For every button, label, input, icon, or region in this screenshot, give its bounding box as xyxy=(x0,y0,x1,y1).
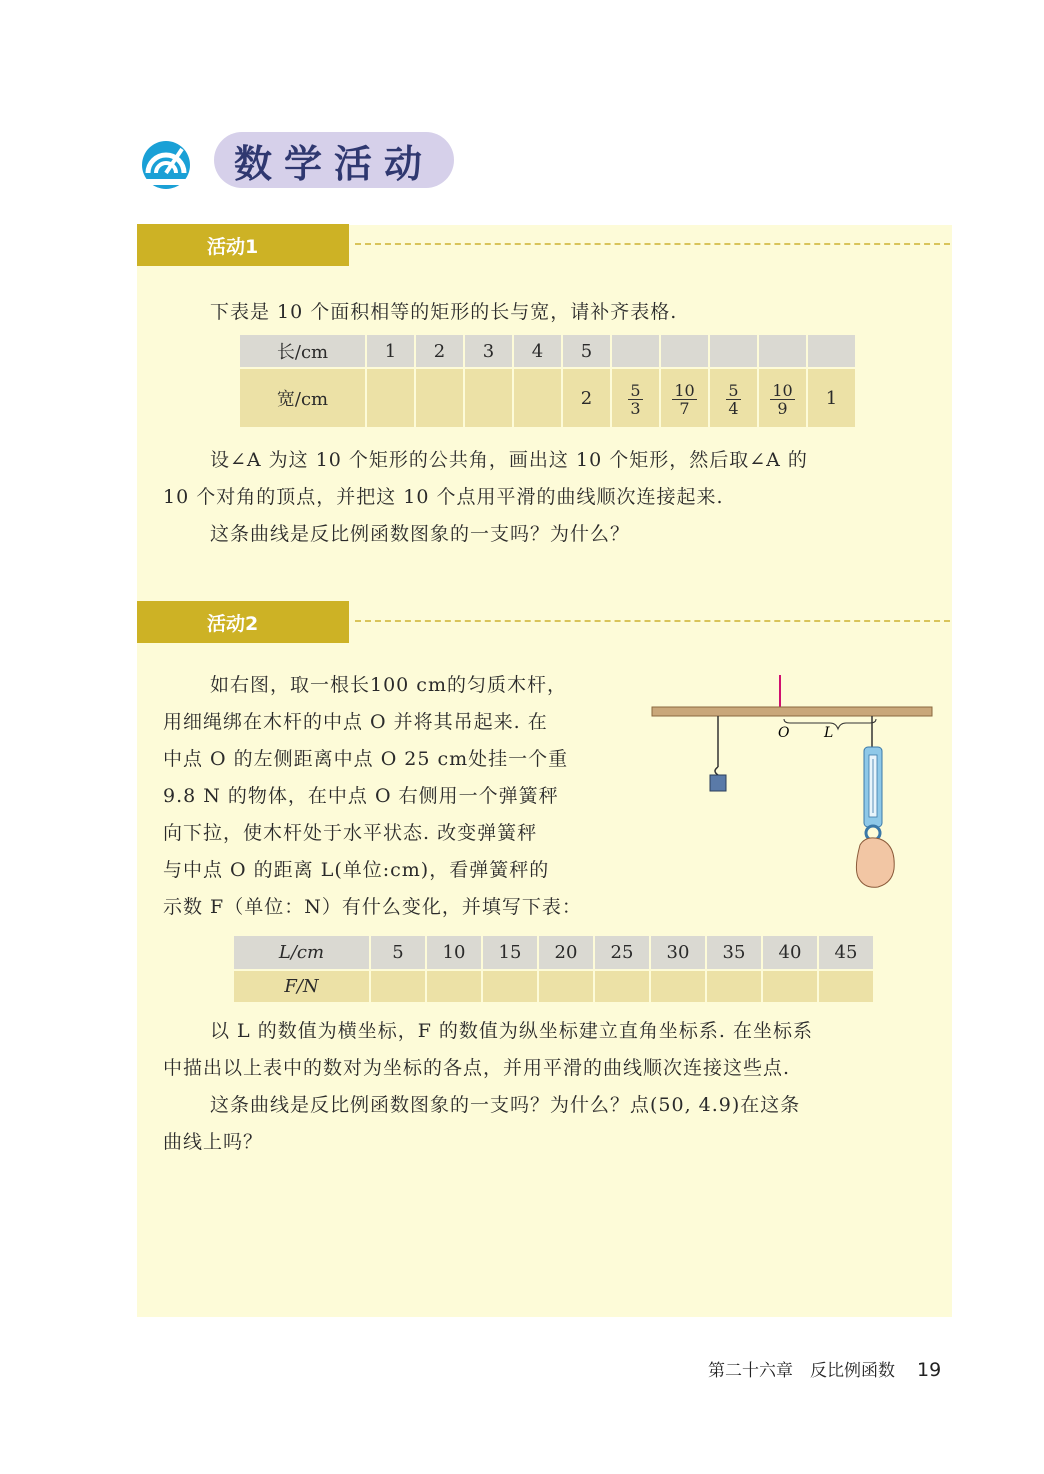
table-row xyxy=(239,334,856,368)
activity2-table xyxy=(232,934,875,1004)
weight-block xyxy=(710,775,726,791)
table-cell xyxy=(762,970,818,1003)
fraction xyxy=(770,382,794,417)
label-o: O xyxy=(778,725,790,741)
table-cell: 25 xyxy=(594,935,650,970)
chapter-label: 第二十六章 反比例函数 xyxy=(708,1361,895,1381)
label-l: L xyxy=(824,725,834,741)
table-cell: 15 xyxy=(482,935,538,970)
fraction-denominator: 9 xyxy=(777,398,788,418)
table-cell xyxy=(758,334,807,368)
activity2-line: 与中点 O 的距离 L(单位:cm)，看弹簧秤的 xyxy=(163,859,550,881)
row-header-cell: F/N xyxy=(233,970,370,1003)
table-cell xyxy=(538,970,594,1003)
row-header-cell: 长/cm xyxy=(239,334,366,368)
table-cell xyxy=(415,368,464,428)
activity2-divider xyxy=(355,620,950,622)
activity2-para1-line2: 中描出以上表中的数对为坐标的各点，并用平滑的曲线顺次连接这些点. xyxy=(163,1057,791,1079)
table-cell xyxy=(370,970,426,1003)
table-cell xyxy=(366,368,415,428)
weight-hook xyxy=(715,767,718,775)
table-cell: 30 xyxy=(650,935,706,970)
row-header-cell: 宽/cm xyxy=(239,368,366,428)
table-row xyxy=(239,368,856,428)
table-cell xyxy=(706,970,762,1003)
activity1-divider xyxy=(355,243,950,245)
fraction-cell xyxy=(660,368,709,428)
table-cell: 2 xyxy=(562,368,611,428)
table-cell: 2 xyxy=(415,334,464,368)
hand-icon xyxy=(856,838,894,887)
table-cell xyxy=(611,334,660,368)
table-cell: 40 xyxy=(762,935,818,970)
table-cell xyxy=(513,368,562,428)
fraction xyxy=(726,382,740,417)
activity2-para2-line1: 这条曲线是反比例函数图象的一支吗？为什么？点(50, 4.9)在这条 xyxy=(210,1094,801,1116)
gauge-icon xyxy=(138,135,194,191)
table-cell xyxy=(426,970,482,1003)
table-cell: 35 xyxy=(706,935,762,970)
activity2-tab: 活动2 xyxy=(137,601,349,643)
table-row xyxy=(233,970,874,1003)
page-title: 数学活动 xyxy=(214,132,454,188)
fraction-cell xyxy=(758,368,807,428)
table-cell: 1 xyxy=(807,368,856,428)
table-cell xyxy=(660,334,709,368)
activity1-intro: 下表是 10 个面积相等的矩形的长与宽，请补齐表格. xyxy=(210,301,678,323)
table-cell xyxy=(807,334,856,368)
table-cell xyxy=(594,970,650,1003)
activity2-line: 如右图，取一根长100 cm的匀质木杆， xyxy=(210,674,567,696)
activity1-tab: 活动1 xyxy=(137,224,349,266)
table-cell xyxy=(709,334,758,368)
activity1-table xyxy=(238,333,857,429)
fraction-denominator: 4 xyxy=(728,398,739,418)
fraction-cell xyxy=(709,368,758,428)
table-cell: 1 xyxy=(366,334,415,368)
fraction-denominator: 3 xyxy=(630,398,641,418)
table-cell: 3 xyxy=(464,334,513,368)
table-cell xyxy=(818,970,874,1003)
table-cell: 5 xyxy=(562,334,611,368)
activity2-line: 中点 O 的左侧距离中点 O 25 cm处挂一个重 xyxy=(163,748,569,770)
fraction xyxy=(672,382,696,417)
activity2-line: 用细绳绑在木杆的中点 O 并将其吊起来. 在 xyxy=(163,711,548,733)
fraction-cell xyxy=(611,368,660,428)
lever-diagram xyxy=(650,675,940,895)
table-row xyxy=(233,935,874,970)
fraction-numerator: 10 xyxy=(772,380,793,400)
row-header-cell: L/cm xyxy=(233,935,370,970)
activity2-line: 向下拉，使木杆处于水平状态. 改变弹簧秤 xyxy=(163,822,538,844)
wooden-rod xyxy=(652,707,932,716)
fraction-numerator: 5 xyxy=(630,380,641,400)
activity2-para1-line1: 以 L 的数值为横坐标，F 的数值为纵坐标建立直角坐标系. 在坐标系 xyxy=(210,1020,813,1042)
table-cell xyxy=(464,368,513,428)
fraction-denominator: 7 xyxy=(679,398,690,418)
activity2-para2-line2: 曲线上吗？ xyxy=(163,1131,264,1153)
page-footer xyxy=(708,1356,941,1381)
table-cell: 20 xyxy=(538,935,594,970)
table-cell: 5 xyxy=(370,935,426,970)
fraction-numerator: 10 xyxy=(674,380,695,400)
fraction xyxy=(628,382,642,417)
table-cell: 4 xyxy=(513,334,562,368)
activity2-line: 示数 F（单位：N）有什么变化，并填写下表： xyxy=(163,896,582,918)
activity1-para1-line1: 设∠A 为这 10 个矩形的公共角，画出这 10 个矩形，然后取∠A 的 xyxy=(210,449,808,471)
page-number: 19 xyxy=(917,1359,942,1381)
fraction-numerator: 5 xyxy=(728,380,739,400)
table-cell xyxy=(482,970,538,1003)
activity1-para2: 这条曲线是反比例函数图象的一支吗？为什么？ xyxy=(210,523,631,545)
table-cell: 10 xyxy=(426,935,482,970)
activity2-line: 9.8 N 的物体，在中点 O 右侧用一个弹簧秤 xyxy=(163,785,559,807)
activity1-para1-line2: 10 个对角的顶点，并把这 10 个点用平滑的曲线顺次连接起来. xyxy=(163,486,724,508)
table-cell xyxy=(650,970,706,1003)
table-cell: 45 xyxy=(818,935,874,970)
